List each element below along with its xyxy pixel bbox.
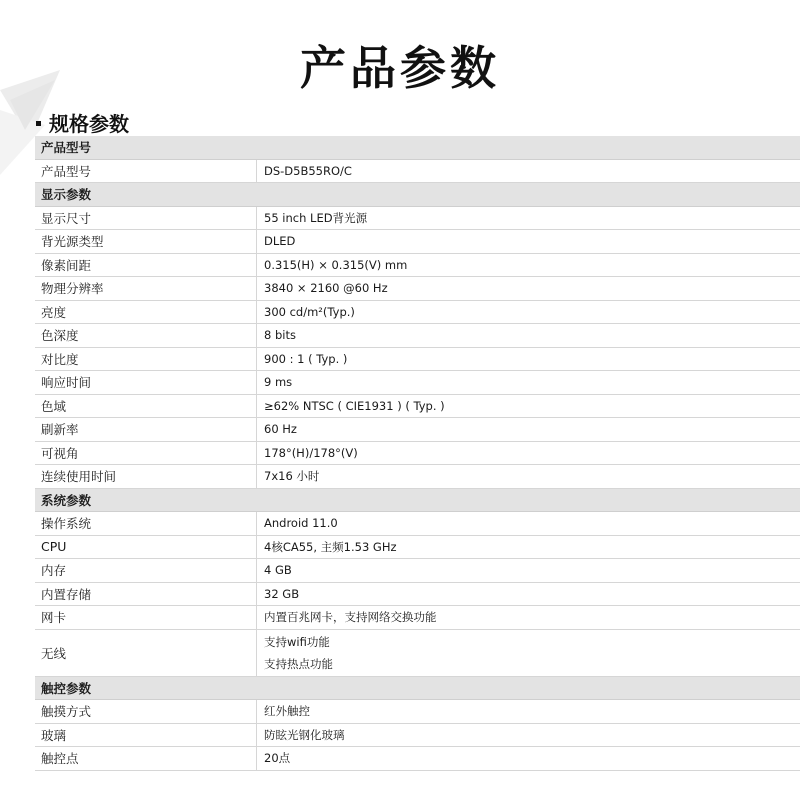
table-group-header [35, 677, 800, 701]
spec-label: 连续使用时间 [35, 465, 257, 488]
spec-value [257, 371, 800, 394]
spec-value [257, 183, 800, 206]
spec-value [257, 324, 800, 347]
spec-value [257, 536, 800, 559]
table-row [35, 395, 800, 419]
table-row [35, 442, 800, 466]
spec-value-line: 20点 [264, 751, 291, 766]
group-label: 显示参数 [41, 187, 92, 203]
spec-value-line: DLED [264, 234, 296, 249]
spec-value-line: Android 11.0 [264, 516, 338, 531]
spec-value-line: 9 ms [264, 375, 293, 390]
spec-value-line: ≥62% NTSC ( CIE1931 ) ( Typ. ) [264, 398, 445, 413]
group-label: 产品型号 [41, 140, 92, 156]
group-label: 触控参数 [41, 680, 92, 696]
spec-label: 触摸方式 [35, 700, 257, 723]
spec-value [257, 254, 800, 277]
spec-label: 刷新率 [35, 418, 257, 441]
spec-value-line: 300 cd/m²(Typ.) [264, 304, 355, 319]
spec-value-line: 4 GB [264, 563, 292, 578]
spec-value [257, 418, 800, 441]
spec-value [257, 630, 800, 676]
spec-value [257, 277, 800, 300]
spec-value [257, 207, 800, 230]
spec-value [257, 301, 800, 324]
spec-value [257, 559, 800, 582]
table-row [35, 254, 800, 278]
spec-value-line: 178°(H)/178°(V) [264, 445, 358, 460]
table-row [35, 583, 800, 607]
spec-value [257, 465, 800, 488]
spec-value-line: 32 GB [264, 586, 300, 601]
table-row [35, 348, 800, 372]
group-label: 系统参数 [41, 492, 92, 508]
table-group-header [35, 136, 800, 160]
spec-label: 玻璃 [35, 724, 257, 747]
spec-label: 物理分辨率 [35, 277, 257, 300]
spec-value-line: 内置百兆网卡，支持网络交换功能 [264, 610, 437, 625]
spec-value [257, 348, 800, 371]
spec-label: 像素间距 [35, 254, 257, 277]
spec-value [257, 230, 800, 253]
spec-value [257, 724, 800, 747]
table-row [35, 559, 800, 583]
section-heading-text: 规格参数 [49, 112, 129, 136]
page-title: 产品参数 [300, 41, 500, 95]
spec-value [257, 395, 800, 418]
spec-value [257, 747, 800, 770]
table-row [35, 324, 800, 348]
spec-value [257, 700, 800, 723]
table-row [35, 418, 800, 442]
table-row [35, 724, 800, 748]
spec-value-line: 支持wifi功能 [264, 634, 330, 649]
spec-value-line: 60 Hz [264, 422, 297, 437]
spec-value [257, 160, 800, 183]
table-row [35, 606, 800, 630]
spec-label: 操作系统 [35, 512, 257, 535]
spec-value-line: 防眩光钢化玻璃 [264, 727, 345, 742]
spec-table [35, 136, 800, 771]
spec-label: CPU [35, 536, 257, 559]
spec-value-line: 7x16 小时 [264, 469, 320, 484]
table-group-header [35, 183, 800, 207]
table-row [35, 371, 800, 395]
spec-value [257, 489, 800, 512]
spec-value-line: 红外触控 [264, 704, 310, 719]
table-row [35, 700, 800, 724]
spec-value [257, 677, 800, 700]
spec-label: 网卡 [35, 606, 257, 629]
table-row [35, 277, 800, 301]
spec-value [257, 442, 800, 465]
spec-label: 显示尺寸 [35, 207, 257, 230]
table-row [35, 301, 800, 325]
spec-label: 产品型号 [35, 160, 257, 183]
spec-label: 色深度 [35, 324, 257, 347]
table-row [35, 630, 800, 677]
spec-label: 内存 [35, 559, 257, 582]
spec-value [257, 136, 800, 159]
table-row [35, 536, 800, 560]
spec-label: 对比度 [35, 348, 257, 371]
spec-value-line: DS-D5B55RO/C [264, 163, 352, 178]
spec-value-line: 8 bits [264, 328, 296, 343]
spec-value [257, 512, 800, 535]
table-row [35, 747, 800, 771]
spec-value [257, 606, 800, 629]
table-row [35, 512, 800, 536]
spec-value-line: 0.315(H) × 0.315(V) mm [264, 257, 408, 272]
table-group-header [35, 489, 800, 513]
bullet-icon [36, 121, 41, 126]
table-row [35, 160, 800, 184]
spec-value-line: 55 inch LED背光源 [264, 210, 368, 225]
spec-value-line: 3840 × 2160 @60 Hz [264, 281, 388, 296]
spec-label: 响应时间 [35, 371, 257, 394]
table-row [35, 207, 800, 231]
spec-label: 背光源类型 [35, 230, 257, 253]
spec-label: 亮度 [35, 301, 257, 324]
table-row [35, 465, 800, 489]
spec-value-line: 支持热点功能 [264, 656, 333, 671]
table-row [35, 230, 800, 254]
section-heading [36, 108, 129, 137]
spec-label: 色域 [35, 395, 257, 418]
spec-value [257, 583, 800, 606]
spec-label: 可视角 [35, 442, 257, 465]
spec-label: 内置存储 [35, 583, 257, 606]
spec-label: 触控点 [35, 747, 257, 770]
spec-value-line: 900 : 1 ( Typ. ) [264, 351, 348, 366]
spec-value-line: 4核CA55, 主频1.53 GHz [264, 539, 397, 554]
spec-label: 无线 [35, 630, 257, 676]
